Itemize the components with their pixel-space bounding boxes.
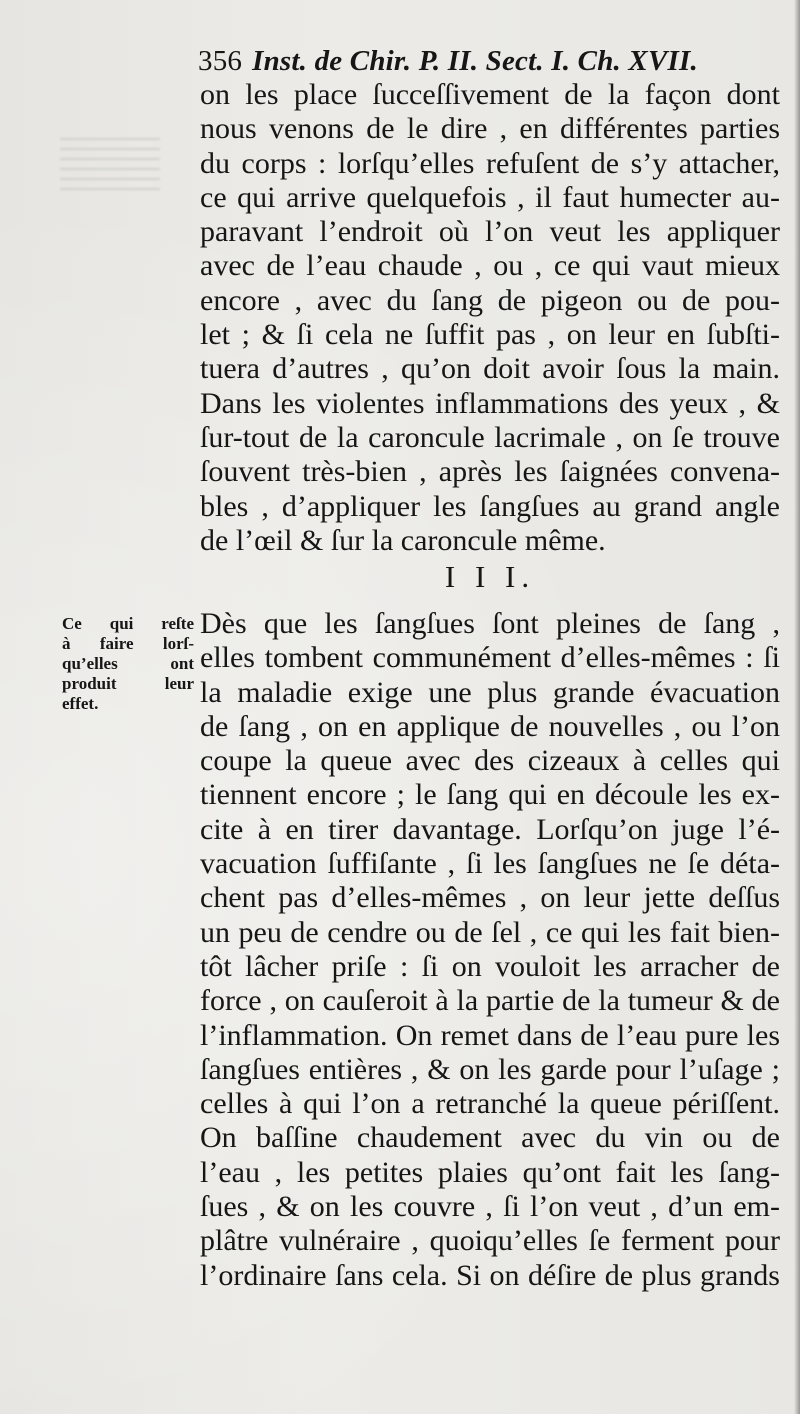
text-line: elles tombent communément d’elles-mêmes : ſi [200,641,780,675]
text-line: ſouvent très-bien , après les ſaignées convena- [200,455,780,489]
text-line: Dès que les ſangſues ſont pleines de ſang , [200,607,780,640]
text-line: let ; & ſi cela ne ſuffit pas , on leur en ſubſti- [200,318,780,352]
text-line: ſur-tout de la caroncule lacrimale , on ſe trouve [200,420,780,454]
text-line: la maladie exige une plus grande évacuation [200,675,780,709]
text-line: l’ordinaire ſans cela. Si on déſire de plus grands [200,1258,780,1292]
text-line: l’eau , les petites plaies qu’ont fait les ſang- [200,1155,780,1189]
text-line: cite à en tirer davantage. Lorſqu’on juge l’é- [200,812,780,846]
text-line: force , on cauſeroit à la partie de la tumeur & de [200,984,780,1018]
page-number: 356 [198,45,243,77]
margin-note [62,614,194,714]
paragraph-1 [200,78,780,558]
text-line: nous venons de le dire , en différentes parties [200,112,780,146]
running-title: Inst. de Chir. P. II. Sect. I. Ch. XVII. [252,45,698,77]
margin-note-line: effet. [62,694,99,713]
text-line: bles , d’appliquer les ſangſues au grand angle [200,489,780,523]
text-line: tuera d’autres , qu’on doit avoir ſous la main. [200,352,780,386]
text-line: ce qui arrive quelquefois , il faut humecter au- [200,180,780,214]
text-line: paravant l’endroit où l’on veut les appliquer [200,215,780,249]
text-line: avec de l’eau chaude , ou , ce qui vaut mieux [200,249,780,283]
text-line: celles à qui l’on a retranché la queue périſſent. [200,1087,780,1121]
text-line: coupe la queue avec des cizeaux à celles qui [200,744,780,778]
paragraph-2 [200,607,780,1293]
margin-note-line: qu’elles ont [62,654,194,673]
text-line: chent pas d’elles-mêmes , on leur jette deſſus [200,881,780,915]
text-line: on les place ſucceſſivement de la façon dont [200,78,780,111]
text-line: ſangſues entières , & on les garde pour l’uſage ; [200,1052,780,1086]
text-line: tôt lâcher priſe : ſi on vouloit les arracher de [200,949,780,983]
text-line: de l’œil & ſur la caroncule même. [200,523,606,557]
running-header [198,44,788,78]
text-line: ſues , & on les couvre , ſi l’on veut , d’un em- [200,1190,780,1224]
text-line: encore , avec du ſang de pigeon ou de pou- [200,283,780,317]
page-edge-shadow [794,0,800,1414]
text-line: tiennent encore ; le ſang qui en découle les ex- [200,778,780,812]
text-line: plâtre vulnéraire , quoiqu’elles ſe ferment pour [200,1224,780,1258]
text-line: On baſſine chaudement avec du vin ou de [200,1121,780,1155]
show-through-bleed [60,130,160,190]
section-number: I I I. [444,559,536,594]
text-line: l’inflammation. On remet dans de l’eau pure les [200,1018,780,1052]
margin-note-line: produit leur [62,674,194,693]
text-line: du corps : lorſqu’elles refuſent de s’y attacher, [200,146,780,180]
text-line: un peu de cendre ou de ſel , ce qui les fait bien- [200,915,780,949]
margin-note-line: à faire lorſ- [62,634,194,653]
text-line: Dans les violentes inflammations des yeux , & [200,386,780,420]
text-line: de ſang , on en applique de nouvelles , ou l’on [200,709,780,743]
text-line: vacuation ſuffiſante , ſi les ſangſues ne ſe déta- [200,847,780,881]
margin-note-line: Ce qui reſte [62,614,194,633]
